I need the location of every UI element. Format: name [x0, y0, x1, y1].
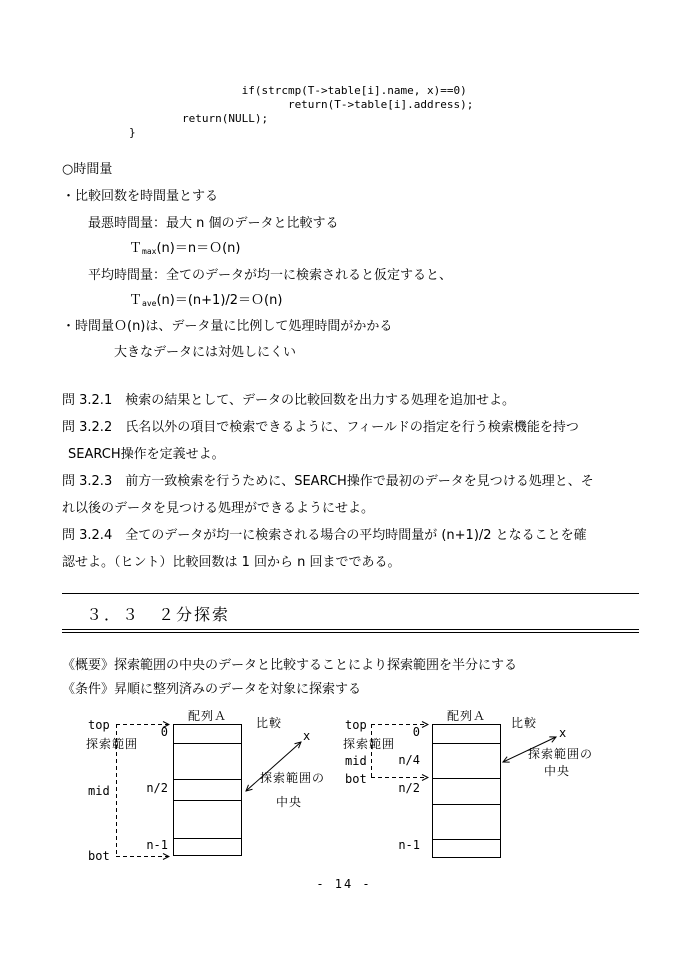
- code-line: }: [129, 126, 136, 139]
- section-rule-bottom: [62, 629, 639, 633]
- code-line: return(NULL);: [129, 112, 269, 125]
- array-row-divider: [174, 743, 241, 744]
- array-row-divider: [433, 804, 500, 805]
- overview-line: 《概要》探索範囲の中央のデータと比較することにより探索範囲を半分にする: [62, 658, 518, 673]
- pointer-mid-label: mid: [88, 784, 110, 798]
- time-bullet-order-cont: 大きなデータには対処しにくい: [114, 345, 297, 360]
- index-label: 0: [160, 725, 168, 739]
- array-row-divider: [174, 800, 241, 801]
- pointer-mid-label: mid: [345, 754, 367, 768]
- exercise-line: 問 3.2.1 検索の結果として、データの比較回数を出力する処理を追加せよ。: [62, 393, 515, 408]
- avg-time-label: 平均時間量：全てのデータが均一に検索されると仮定すると、: [88, 268, 453, 283]
- time-bullet-compare: ・比較回数を時間量とする: [62, 189, 219, 204]
- compare-label: 比較: [256, 716, 283, 730]
- array-box: [432, 724, 501, 858]
- pointer-top-label: top: [88, 718, 110, 732]
- array-row-divider: [433, 743, 500, 744]
- range-center-label-line2: 中央: [544, 764, 571, 778]
- formula-base: Ｔ: [129, 293, 143, 308]
- worst-time-formula: [129, 241, 240, 259]
- pointer-bot-label: bot: [345, 772, 367, 786]
- formula-rest: (n)＝(n+1)/2＝Ｏ(n): [156, 293, 283, 308]
- pointer-top-label: top: [345, 718, 367, 732]
- array-row-divider: [174, 838, 241, 839]
- formula-subscript: ave: [142, 299, 157, 308]
- range-center-label-line1: 探索範囲の: [260, 771, 326, 785]
- exercise-line: 認せよ。（ヒント）比較回数は 1 回から n 回までである。: [62, 555, 401, 570]
- array-title: 配列Ａ: [187, 709, 227, 723]
- index-label: n-1: [398, 838, 420, 852]
- index-label: 0: [412, 725, 420, 739]
- code-line: if(strcmp(T->table[i].name, x)==0): [129, 84, 467, 97]
- exercise-line: れ以後のデータを見つける処理ができるようにせよ。: [62, 501, 375, 516]
- page-number: - 14 -: [316, 877, 372, 891]
- index-label: n/4: [398, 753, 420, 767]
- array-box: [173, 724, 242, 856]
- condition-line: 《条件》昇順に整列済みのデータを対象に探索する: [62, 682, 362, 697]
- index-label: n/2: [146, 781, 168, 795]
- formula-rest: (n)＝n＝Ｏ(n): [156, 241, 241, 256]
- section-title: ３．３ ２分探索: [86, 605, 231, 624]
- time-bullet-order: ・時間量Ｏ(n)は、データ量に比例して処理時間がかかる: [62, 319, 393, 334]
- exercise-line: 問 3.2.3 前方一致検索を行うために、SEARCH操作で最初のデータを見つける処理と、そ: [62, 474, 594, 489]
- code-line: return(T->table[i].address);: [129, 98, 474, 111]
- pointer-bot-label: bot: [88, 849, 110, 863]
- array-title: 配列Ａ: [446, 709, 486, 723]
- section-rule-top: [62, 593, 639, 594]
- index-label: n-1: [146, 838, 168, 852]
- exercise-line: SEARCH操作を定義せよ。: [68, 447, 225, 462]
- worst-time-label: 最悪時間量：最大 n 個のデータと比較する: [88, 216, 339, 231]
- code-block: [129, 84, 473, 140]
- compare-label: 比較: [511, 716, 538, 730]
- binary-search-diagrams: [0, 700, 688, 890]
- exercise-line: 問 3.2.2 氏名以外の項目で検索できるように、フィールドの指定を行う検索機能を持つ: [62, 420, 579, 435]
- search-key-label: x: [303, 729, 311, 743]
- formula-base: Ｔ: [129, 241, 143, 256]
- formula-subscript: max: [142, 247, 157, 256]
- array-row-divider: [433, 839, 500, 840]
- exercise-line: 問 3.2.4 全てのデータが均一に検索される場合の平均時間量が (n+1)/2 となることを確: [62, 528, 587, 543]
- range-center-label-line2: 中央: [276, 795, 303, 809]
- index-label: n/2: [398, 781, 420, 795]
- avg-time-formula: [129, 293, 282, 311]
- search-range-label: 探索範囲: [343, 737, 396, 751]
- search-key-label: x: [559, 726, 567, 740]
- time-section-heading: ○時間量: [62, 162, 113, 177]
- range-center-label-line1: 探索範囲の: [528, 747, 594, 761]
- array-row-divider: [174, 779, 241, 780]
- array-row-divider: [433, 778, 500, 779]
- search-range-label: 探索範囲: [86, 737, 139, 751]
